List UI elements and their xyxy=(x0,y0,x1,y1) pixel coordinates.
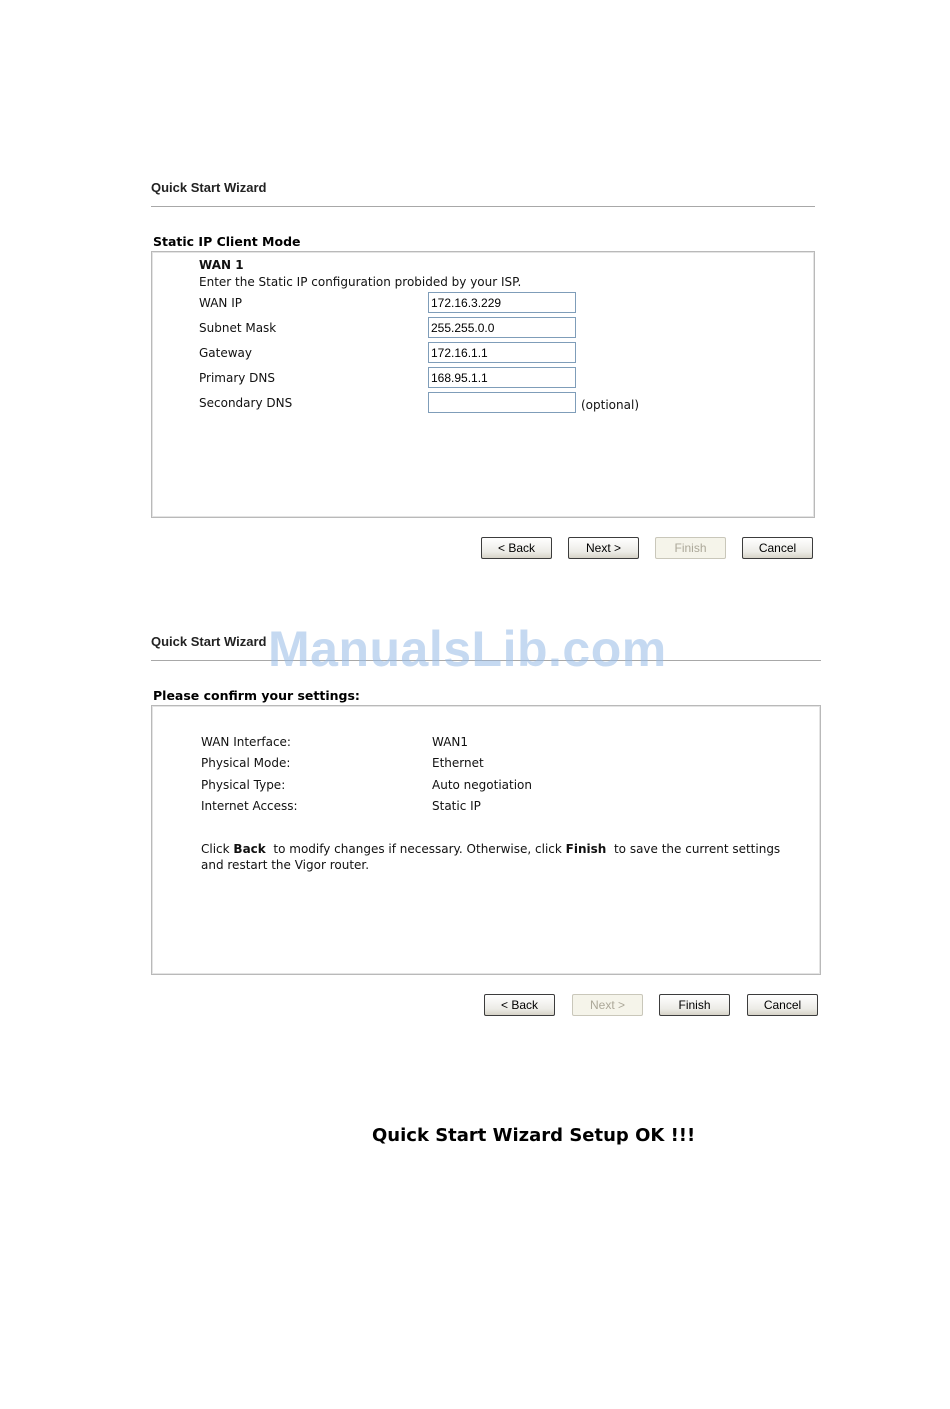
internet-access-value: Static IP xyxy=(432,799,481,813)
wan-ip-label: WAN IP xyxy=(199,296,242,310)
wizard1-finish-button[interactable]: Finish xyxy=(655,537,726,559)
primary-dns-label: Primary DNS xyxy=(199,371,276,385)
note-part3: to save the current settings and restart the Vigor router. xyxy=(201,842,785,872)
wan-interface-value: WAN1 xyxy=(432,735,469,749)
setup-ok-message: Quick Start Wizard Setup OK !!! xyxy=(372,1125,696,1146)
wizard2-back-button[interactable]: < Back xyxy=(484,994,555,1016)
note-back-keyword: Back xyxy=(233,842,266,856)
note-part2: to modify changes if necessary. Otherwise, click xyxy=(265,842,566,856)
wizard1-divider xyxy=(151,206,815,207)
physical-type-value: Auto negotiation xyxy=(432,778,533,792)
wizard1-back-button[interactable]: < Back xyxy=(481,537,552,559)
instruction-text: Enter the Static IP configuration probided by your ISP. xyxy=(199,275,522,289)
wizard2-next-button[interactable]: Next > xyxy=(572,994,643,1016)
wizard2-title: Quick Start Wizard xyxy=(151,634,267,649)
note-part1: Click xyxy=(201,842,234,856)
physical-type-label: Physical Type: xyxy=(201,778,286,792)
wizard2-panel xyxy=(151,705,821,975)
wizard1-panel xyxy=(151,251,815,518)
subnet-mask-label: Subnet Mask xyxy=(199,321,277,335)
wizard1-title: Quick Start Wizard xyxy=(151,180,267,195)
wizard1-cancel-button[interactable]: Cancel xyxy=(742,537,813,559)
wan-label: WAN 1 xyxy=(199,258,244,272)
physical-mode-label: Physical Mode: xyxy=(201,756,291,770)
subnet-mask-input[interactable] xyxy=(428,317,576,338)
confirm-note xyxy=(201,841,791,873)
internet-access-label: Internet Access: xyxy=(201,799,298,813)
watermark-text: ManualsLib.com xyxy=(268,621,667,677)
note-finish-keyword: Finish xyxy=(565,842,607,856)
gateway-label: Gateway xyxy=(199,346,253,360)
wizard2-finish-button[interactable]: Finish xyxy=(659,994,730,1016)
gateway-input[interactable] xyxy=(428,342,576,363)
wizard2-section-title: Please confirm your settings: xyxy=(153,688,360,703)
secondary-dns-label: Secondary DNS xyxy=(199,396,293,410)
wizard1-section-title: Static IP Client Mode xyxy=(153,234,301,249)
wan-interface-label: WAN Interface: xyxy=(201,735,291,749)
secondary-dns-input[interactable] xyxy=(428,392,576,413)
primary-dns-input[interactable] xyxy=(428,367,576,388)
optional-hint: (optional) xyxy=(581,398,639,412)
physical-mode-value: Ethernet xyxy=(432,756,484,770)
wan-ip-input[interactable] xyxy=(428,292,576,313)
wizard2-cancel-button[interactable]: Cancel xyxy=(747,994,818,1016)
wizard1-next-button[interactable]: Next > xyxy=(568,537,639,559)
